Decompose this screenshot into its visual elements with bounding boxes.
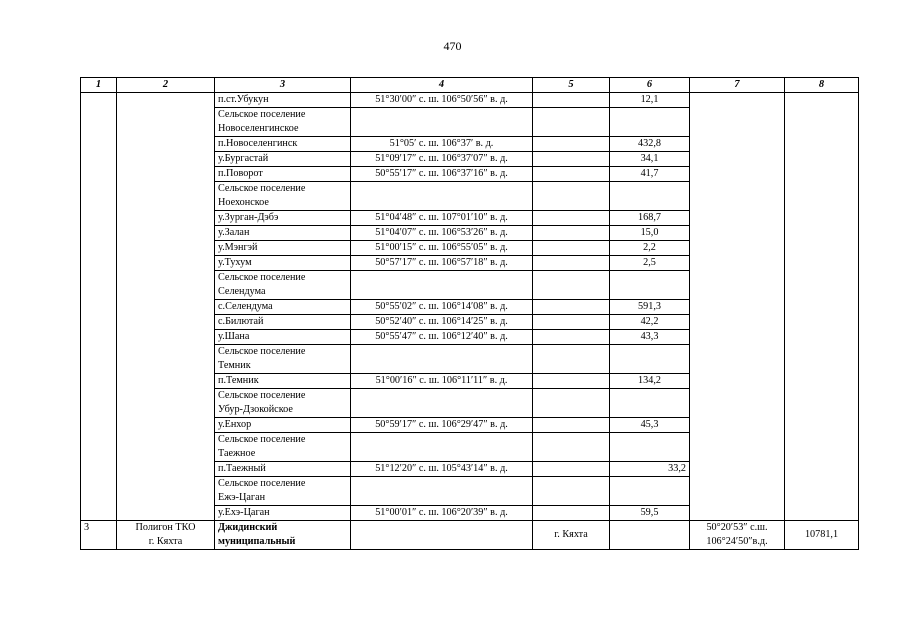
settlement-name-cell [215, 211, 351, 226]
settlement-name: Сельское поселение [218, 183, 306, 194]
district-name [215, 521, 351, 550]
settlement-name-cell [215, 152, 351, 167]
coordinates-cell: 51°00′16″ с. ш. 106°11′11″ в. д. [351, 374, 533, 389]
settlement-name-line2: Ноехонское [218, 197, 269, 208]
settlement-name-cell [215, 374, 351, 389]
settlement-name: п.Темник [218, 375, 259, 386]
table-row-3 [81, 521, 859, 550]
settlement-name: Сельское поселение [218, 346, 306, 357]
coordinates-cell: 50°55′02″ с. ш. 106°14′08″ в. д. [351, 300, 533, 315]
coordinates-cell: 50°55′17″ с. ш. 106°37′16″ в. д. [351, 167, 533, 182]
settlement-name: у.Ехэ-Цаган [218, 507, 270, 518]
settlement-name: у.Бургастай [218, 153, 269, 164]
value-cell [610, 389, 690, 418]
merged-cell-c8 [785, 93, 859, 521]
empty-cell [533, 108, 610, 137]
settlement-name-line2: Темник [218, 360, 251, 371]
coordinates-cell: 51°04′07″ с. ш. 106°53′26″ в. д. [351, 226, 533, 241]
empty-cell [533, 389, 610, 418]
empty-cell [533, 256, 610, 271]
settlement-name: Сельское поселение [218, 434, 306, 445]
value-cell [610, 345, 690, 374]
coordinates-cell [351, 389, 533, 418]
settlement-name-line2: Новоселенгинское [218, 123, 299, 134]
value-cell: 591,3 [610, 300, 690, 315]
settlement-name: у.Енхор [218, 419, 252, 430]
header-col-4: 4 [351, 78, 533, 93]
coordinates-cell: 51°12′20″ с. ш. 105°43′14″ в. д. [351, 462, 533, 477]
empty-cell [533, 152, 610, 167]
empty-cell [533, 167, 610, 182]
empty-cell [533, 418, 610, 433]
settlement-name-cell [215, 241, 351, 256]
value-cell: 12,1 [610, 93, 690, 108]
header-col-2: 2 [117, 78, 215, 93]
coordinates-cell: 51°00′15″ с. ш. 106°55′05″ в. д. [351, 241, 533, 256]
value-cell: 432,8 [610, 137, 690, 152]
settlement-name-line2: Таежное [218, 448, 256, 459]
value-cell [610, 433, 690, 462]
header-col-3: 3 [215, 78, 351, 93]
settlement-name: у.Тухум [218, 257, 252, 268]
header-col-8: 8 [785, 78, 859, 93]
value-cell: 168,7 [610, 211, 690, 226]
header-col-6: 6 [610, 78, 690, 93]
empty-cell [533, 137, 610, 152]
settlement-name: с.Билютай [218, 316, 264, 327]
settlement-name-cell [215, 506, 351, 521]
empty-cell [533, 211, 610, 226]
empty-cell [533, 506, 610, 521]
coordinates-cell: 51°09′17″ с. ш. 106°37′07″ в. д. [351, 152, 533, 167]
value-cell [610, 182, 690, 211]
settlement-name-cell [215, 93, 351, 108]
merged-cell-c2 [117, 93, 215, 521]
coordinates-cell: 51°04′48″ с. ш. 107°01′10″ в. д. [351, 211, 533, 226]
value-cell: 43,3 [610, 330, 690, 345]
distance-cell [785, 521, 859, 550]
empty-cell [533, 462, 610, 477]
settlement-name-line2: Селендума [218, 286, 266, 297]
value-cell: 2,5 [610, 256, 690, 271]
empty-cell [533, 271, 610, 300]
coordinates-cell: 50°59′17″ с. ш. 106°29′47″ в. д. [351, 418, 533, 433]
empty-cell [533, 315, 610, 330]
empty-cell [533, 477, 610, 506]
coordinates-cell: 50°55′47″ с. ш. 106°12′40″ в. д. [351, 330, 533, 345]
settlement-name-cell [215, 182, 351, 211]
value-cell: 33,2 [610, 462, 690, 477]
coordinates-cell: 51°05′ с. ш. 106°37′ в. д. [351, 137, 533, 152]
settlement-name: Сельское поселение [218, 109, 306, 120]
coordinates-cell: 51°30′00″ с. ш. 106°50′56″ в. д. [351, 93, 533, 108]
table-header-row [81, 78, 859, 93]
empty-cell [533, 345, 610, 374]
coordinates-cell: 50°57′17″ с. ш. 106°57′18″ в. д. [351, 256, 533, 271]
site-coordinates [690, 521, 785, 550]
settlement-name-cell [215, 418, 351, 433]
site-coordinates-line: 106°24′50″в.д. [706, 536, 768, 547]
settlement-name-cell [215, 300, 351, 315]
settlement-name-cell [215, 389, 351, 418]
settlement-name: у.Зурган-Дэбэ [218, 212, 279, 223]
settlement-name-cell [215, 271, 351, 300]
coordinates-cell [351, 345, 533, 374]
coordinates-cell [351, 271, 533, 300]
settlement-name-cell [215, 256, 351, 271]
settlement-name: п.Таежный [218, 463, 266, 474]
district-name-line: Джидинский [218, 522, 278, 533]
merged-cell-c1 [81, 93, 117, 521]
empty-cell [533, 300, 610, 315]
settlement-name-line2: Убур-Дзокойское [218, 404, 293, 415]
value-cell [610, 108, 690, 137]
empty-cell [533, 330, 610, 345]
coordinates-cell: 50°52′40″ с. ш. 106°14′25″ в. д. [351, 315, 533, 330]
settlement-name: с.Селендума [218, 301, 273, 312]
row-number-line: 3 [84, 522, 90, 533]
value-cell [610, 521, 690, 550]
settlement-name: п.Новоселенгинск [218, 138, 298, 149]
empty-cell [533, 93, 610, 108]
value-cell: 34,1 [610, 152, 690, 167]
empty-cell [533, 182, 610, 211]
value-cell: 2,2 [610, 241, 690, 256]
settlement-name: Сельское поселение [218, 390, 306, 401]
coordinates-cell [351, 182, 533, 211]
site-name-line: г. Кяхта [148, 536, 183, 547]
settlement-name: Сельское поселение [218, 272, 306, 283]
settlement-name-cell [215, 167, 351, 182]
city-cell [533, 521, 610, 550]
settlement-name: п.Поворот [218, 168, 263, 179]
settlement-name-cell [215, 345, 351, 374]
settlement-name-cell [215, 315, 351, 330]
coordinates-cell: 51°00′01″ с. ш. 106°20′39″ в. д. [351, 506, 533, 521]
settlement-name-cell [215, 477, 351, 506]
coordinates-cell [351, 521, 533, 550]
value-cell [610, 477, 690, 506]
value-cell: 134,2 [610, 374, 690, 389]
settlement-name-cell [215, 137, 351, 152]
value-cell: 41,7 [610, 167, 690, 182]
settlement-name-line2: Ежэ-Цаган [218, 492, 266, 503]
site-name-line: Полигон ТКО [135, 522, 196, 533]
settlement-name: п.ст.Убукун [218, 94, 269, 105]
value-cell: 45,3 [610, 418, 690, 433]
merged-cell-c7 [690, 93, 785, 521]
value-cell: 42,2 [610, 315, 690, 330]
distance-cell-line: 10781,1 [804, 529, 839, 540]
value-cell [610, 271, 690, 300]
value-cell: 15,0 [610, 226, 690, 241]
settlement-name-cell [215, 226, 351, 241]
site-coordinates-line: 50°20′53″ с.ш. [706, 522, 768, 533]
coordinates-cell [351, 108, 533, 137]
district-name-line: муниципальный [218, 536, 296, 547]
settlement-name: у.Мэнгэй [218, 242, 258, 253]
settlement-name-cell [215, 108, 351, 137]
empty-cell [533, 226, 610, 241]
site-name [117, 521, 215, 550]
header-col-5: 5 [533, 78, 610, 93]
empty-cell [533, 241, 610, 256]
coordinates-cell [351, 477, 533, 506]
coordinates-cell [351, 433, 533, 462]
empty-cell [533, 374, 610, 389]
header-col-7: 7 [690, 78, 785, 93]
data-table [80, 77, 859, 550]
settlement-name-cell [215, 433, 351, 462]
page-number: 470 [443, 39, 462, 53]
settlement-name: Сельское поселение [218, 478, 306, 489]
city-cell-line: г. Кяхта [554, 529, 588, 540]
settlement-name: у.Шана [218, 331, 250, 342]
table-row [81, 93, 859, 108]
settlement-name-cell [215, 330, 351, 345]
value-cell: 59,5 [610, 506, 690, 521]
empty-cell [533, 433, 610, 462]
settlement-name: у.Залан [218, 227, 250, 238]
row-number [81, 521, 117, 550]
header-col-1: 1 [81, 78, 117, 93]
settlement-name-cell [215, 462, 351, 477]
